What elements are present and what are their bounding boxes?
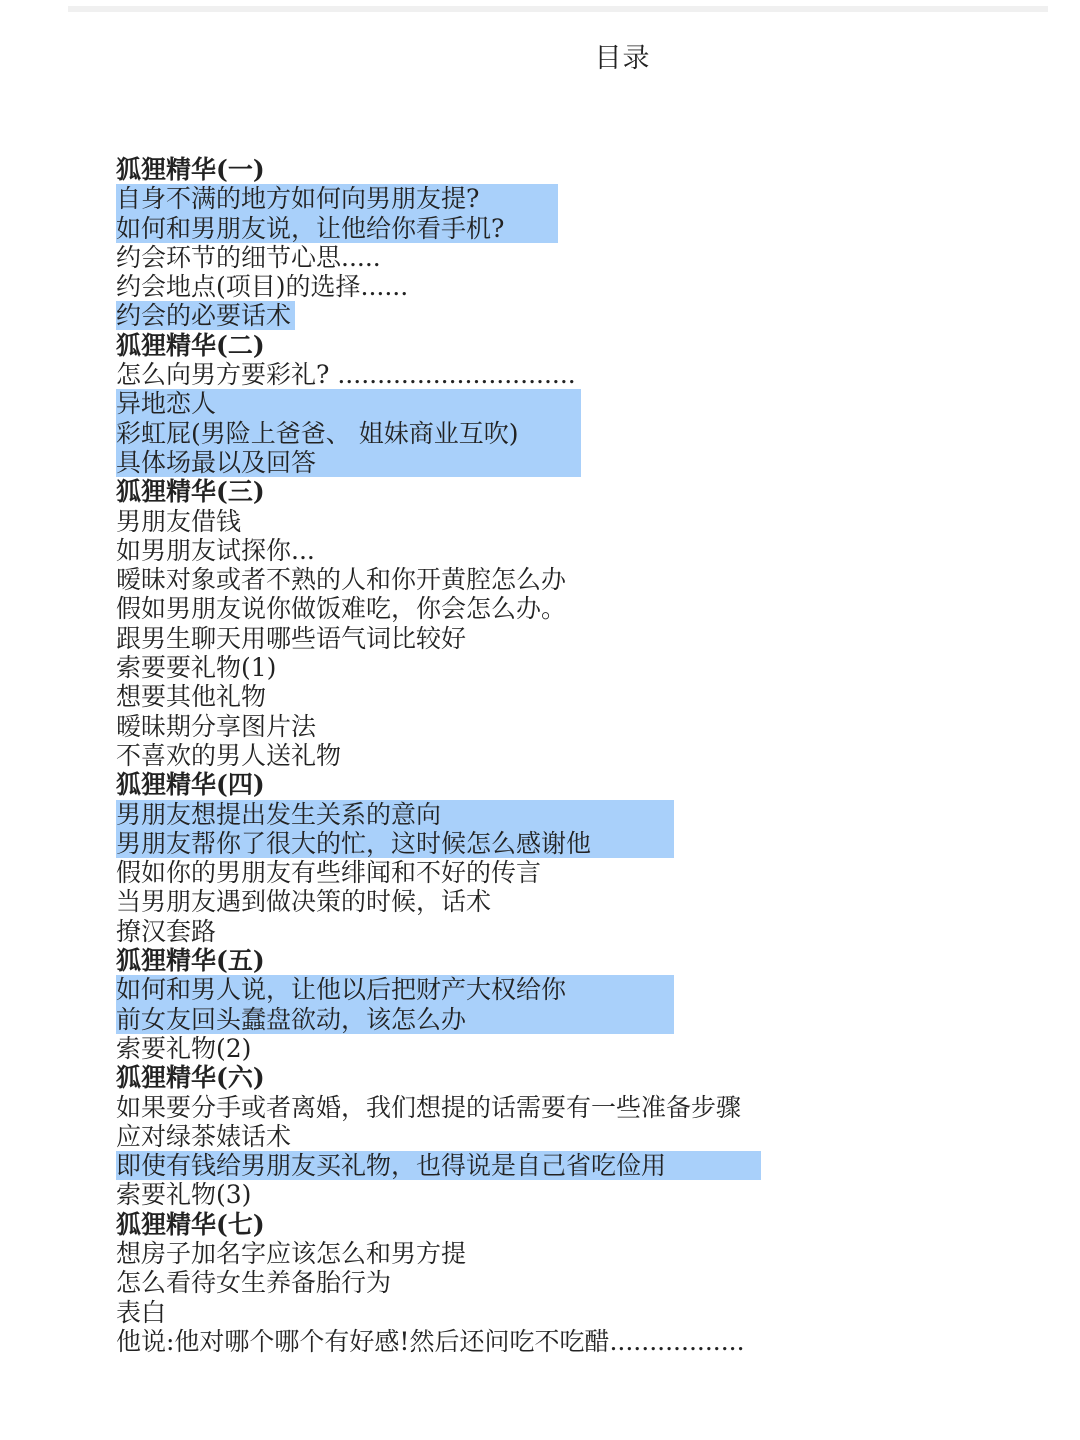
toc-entry <box>116 1093 1016 1122</box>
toc-entry <box>116 800 1016 829</box>
toc-entry <box>116 1239 1016 1268</box>
toc-entry <box>116 624 1016 653</box>
toc-entry-text: 如男朋友试探你... <box>116 535 315 565</box>
toc-entry-text: 不喜欢的男人送礼物 <box>116 740 342 770</box>
toc-entry <box>116 682 1016 711</box>
toc-entry <box>116 887 1016 916</box>
section-heading: 狐狸精华(二) <box>116 330 265 360</box>
toc-entry-text: 当男朋友遇到做决策的时候，话术 <box>116 887 492 917</box>
toc-entry-text: 约会的必要话术 <box>116 301 295 330</box>
toc-entry-text: 应对绿茶婊话术 <box>116 1121 292 1151</box>
toc-entry-text: 如果要分手或者离婚，我们想提的话需要有一些准备步骤 <box>116 1092 742 1122</box>
toc-entry <box>116 1122 1016 1151</box>
toc-entry-text: 假如男朋友说你做饭难吃，你会怎么办。 <box>116 594 567 624</box>
toc-entry <box>116 712 1016 741</box>
toc-entry <box>116 653 1016 682</box>
toc-entry <box>116 858 1016 887</box>
toc-entry <box>116 565 1016 594</box>
toc-entry <box>116 741 1016 770</box>
section-heading: 狐狸精华(一) <box>116 155 265 184</box>
toc-entry <box>116 1034 1016 1063</box>
toc-entry-text: 前女友回头蠢盘欲动，该怎么办 <box>116 1005 674 1034</box>
toc-entry-text: 想要其他礼物 <box>116 682 267 712</box>
table-of-contents <box>116 155 1016 1356</box>
toc-entry-text: 怎么向男方要彩礼? .............................. <box>116 360 576 390</box>
toc-entry-text: 索要要礼物(1) <box>116 653 277 683</box>
toc-entry <box>116 1151 1016 1180</box>
toc-entry <box>116 507 1016 536</box>
toc-entry-text: 男朋友帮你了很大的忙，这时候怎么感谢他 <box>116 829 674 858</box>
toc-entry <box>116 184 1016 213</box>
toc-entry-text: 自身不满的地方如何向男朋友提? <box>116 184 558 213</box>
toc-entry <box>116 975 1016 1004</box>
toc-entry-text: 跟男生聊天用哪些语气词比较好 <box>116 623 467 653</box>
toc-entry <box>116 1005 1016 1034</box>
toc-entry-text: 男朋友借钱 <box>116 506 242 536</box>
section-heading: 狐狸精华(六) <box>116 1063 265 1093</box>
toc-entry-text: 具体场最以及回答 <box>116 448 581 477</box>
toc-entry <box>116 301 1016 330</box>
toc-entry <box>116 389 1016 418</box>
toc-entry-text: 如何和男人说，让他以后把财产大权给你 <box>116 975 674 1004</box>
toc-entry-text: 约会地点(项目)的选择...... <box>116 272 409 302</box>
toc-entry-text: 约会环节的细节心思..... <box>116 242 381 272</box>
toc-entry <box>116 829 1016 858</box>
toc-entry <box>116 594 1016 623</box>
toc-entry <box>116 214 1016 243</box>
toc-entry <box>116 536 1016 565</box>
page-title: 目录 <box>594 43 651 74</box>
toc-entry <box>116 360 1016 389</box>
toc-entry <box>116 1298 1016 1327</box>
toc-entry <box>116 419 1016 448</box>
top-divider <box>68 6 1048 12</box>
toc-entry-text: 怎么看待女生养备胎行为 <box>116 1268 392 1298</box>
toc-entry-text: 索要礼物(2) <box>116 1033 252 1063</box>
toc-entry-text: 彩虹屁(男险上爸爸、 姐妹商业互吹) <box>116 419 581 448</box>
toc-entry-text: 索要礼物(3) <box>116 1180 252 1210</box>
toc-entry <box>116 243 1016 272</box>
section-heading: 狐狸精华(五) <box>116 946 265 976</box>
toc-entry-text: 撩汉套路 <box>116 916 217 946</box>
section-heading: 狐狸精华(三) <box>116 477 265 507</box>
section-heading: 狐狸精华(七) <box>116 1209 265 1239</box>
toc-entry-text: 想房子加名字应该怎么和男方提 <box>116 1238 467 1268</box>
toc-entry <box>116 1268 1016 1297</box>
toc-entry <box>116 1327 1016 1356</box>
section-heading: 狐狸精华(四) <box>116 770 265 800</box>
toc-entry-text: 表白 <box>116 1297 167 1327</box>
toc-entry-text: 他说:他对哪个哪个有好感!然后还问吃不吃醋................. <box>116 1326 745 1356</box>
toc-entry <box>116 1180 1016 1209</box>
toc-entry <box>116 448 1016 477</box>
toc-entry-text: 男朋友想提出发生关系的意向 <box>116 800 674 829</box>
toc-entry-text: 异地恋人 <box>116 389 581 418</box>
toc-entry-text: 暧昧期分享图片法 <box>116 711 317 741</box>
toc-entry <box>116 917 1016 946</box>
toc-entry-text: 假如你的男朋友有些绯闻和不好的传言 <box>116 858 542 888</box>
toc-entry-text: 即使有钱给男朋友买礼物，也得说是自己省吃俭用 <box>116 1151 761 1180</box>
toc-entry-text: 暧昧对象或者不熟的人和你开黄腔怎么办 <box>116 565 567 595</box>
toc-entry <box>116 272 1016 301</box>
toc-entry-text: 如何和男朋友说，让他给你看手机? <box>116 214 558 243</box>
